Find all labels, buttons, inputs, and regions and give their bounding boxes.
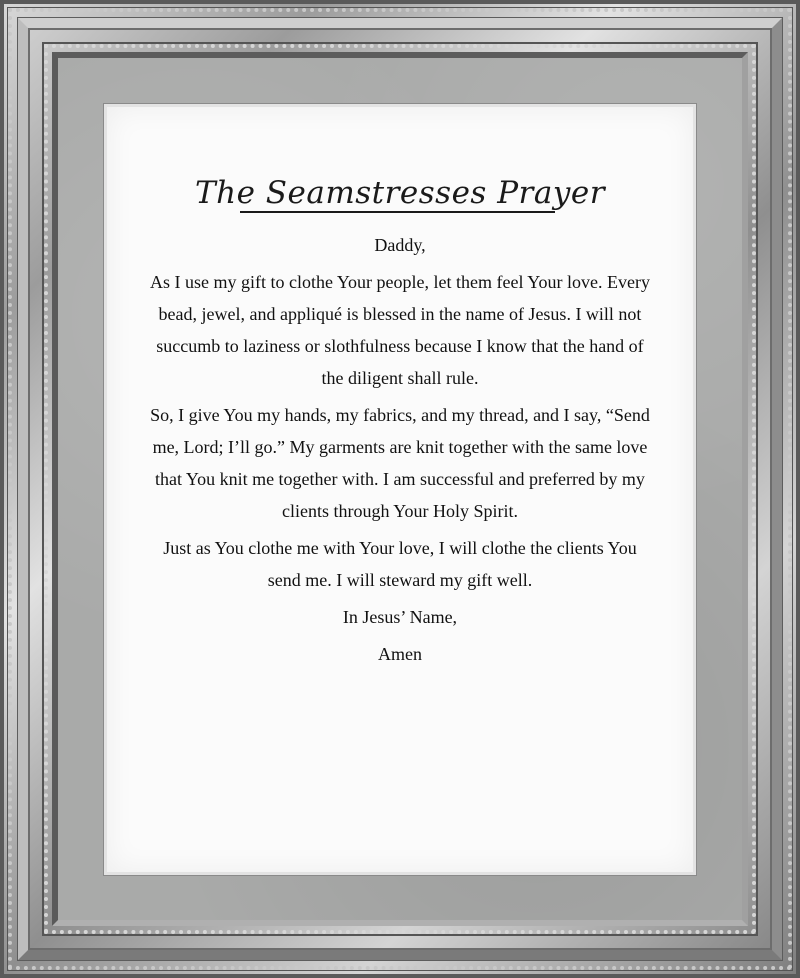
document-body bbox=[147, 229, 653, 675]
paragraph-3: Just as You clothe me with Your love, I will clothe the clients You send me. I will steward my gift well. bbox=[163, 538, 637, 590]
prayer-document bbox=[107, 107, 693, 872]
title-underline bbox=[240, 211, 555, 213]
closing: In Jesus’ Name, bbox=[342, 607, 458, 627]
paragraph-1: As I use my gift to clothe Your people, let them feel Your love. Every bead, jewel, and appliqué is blessed in the name of Jesus. I will not succumb to laziness or slothfulness because I know that the hand of the diligent shall rule. bbox=[150, 272, 650, 388]
salutation: Daddy, bbox=[374, 235, 426, 255]
signoff: Amen bbox=[378, 644, 422, 664]
document-title: The Seamstresses Prayer bbox=[194, 175, 606, 211]
paragraph-2: So, I give You my hands, my fabrics, and my thread, and I say, “Send me, Lord; I’ll go.” My garments are knit together with the same love that You knit me together with. I am successful and preferred by my clients through Your Holy Spirit. bbox=[150, 405, 650, 521]
